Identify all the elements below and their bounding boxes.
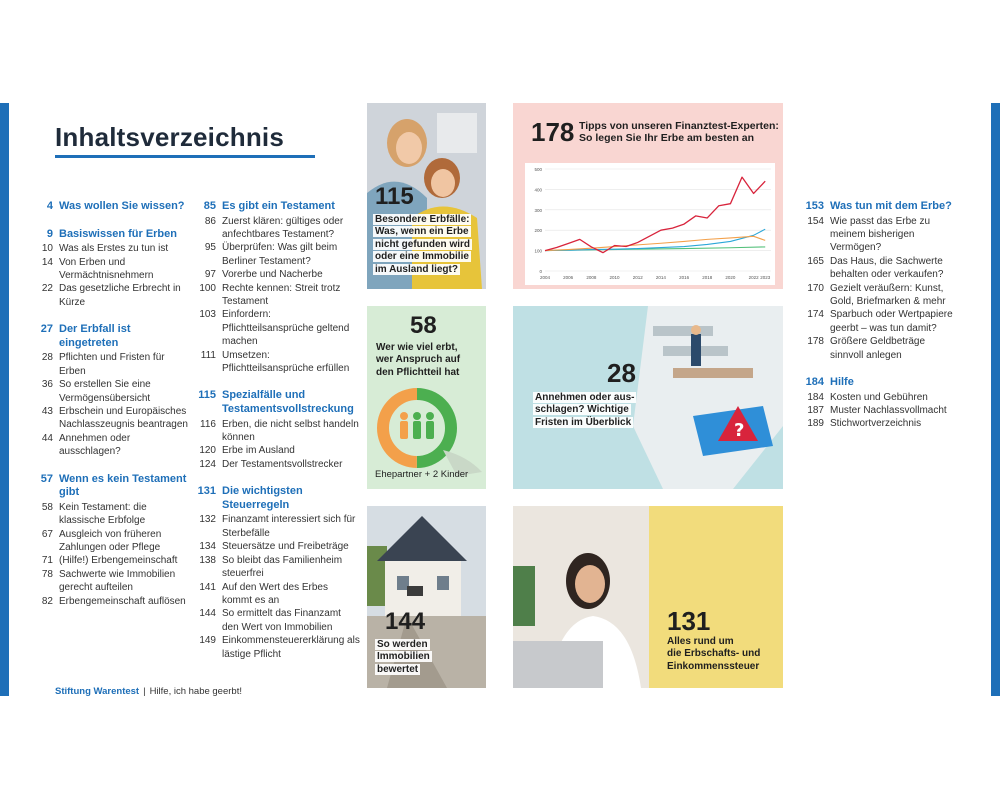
toc-section-heading[interactable] xyxy=(34,473,192,500)
toc-section-page: 57 xyxy=(40,472,53,485)
toc-section-heading[interactable] xyxy=(34,323,192,350)
toc-entry-page: 14 xyxy=(41,256,53,268)
toc-entry[interactable] xyxy=(190,282,360,309)
x-tick-label: 2020 xyxy=(725,275,736,280)
toc-entry-title: Das gesetzliche Erbrecht in Kürze xyxy=(59,283,181,308)
toc-entry-page: 184 xyxy=(807,391,824,403)
tile-144-property-valuation[interactable] xyxy=(367,506,486,688)
caption-line: Wer wie viel erbt, xyxy=(376,342,458,353)
toc-entry[interactable] xyxy=(34,432,192,459)
toc-entry[interactable] xyxy=(190,554,360,581)
toc-section-page: 115 xyxy=(198,389,216,402)
toc-entry-title: Erbe im Ausland xyxy=(222,445,295,457)
toc-entry-title: So bleibt das Familienheim steuerfrei xyxy=(222,554,343,580)
toc-entry[interactable] xyxy=(190,215,360,242)
toc-entry-page: 134 xyxy=(199,541,216,553)
tile-144-number: 144 xyxy=(385,608,426,635)
svg-text:?: ? xyxy=(734,420,745,441)
toc-entry-page: 174 xyxy=(807,309,824,321)
toc-entry-title: Wie passt das Erbe zu meinem bisherigen Vermögen? xyxy=(830,215,931,254)
toc-entry[interactable] xyxy=(34,528,192,555)
toc-entry-title: Annehmen oder ausschlagen? xyxy=(59,432,131,458)
person-icon xyxy=(426,412,434,420)
toc-entry-title: Muster Nachlassvollmacht xyxy=(830,405,947,417)
toc-section-title: Wenn es kein Testament gibt xyxy=(59,472,187,499)
toc-section-page: 153 xyxy=(805,200,824,212)
toc-entry-title: Sachwerte wie Immobilien gerecht aufteilen xyxy=(59,568,176,594)
toc-section-title: Was wollen Sie wissen? xyxy=(59,200,185,212)
tile-58-inheritance-shares[interactable] xyxy=(367,306,486,489)
toc-section xyxy=(190,485,360,661)
toc-entry-page: 22 xyxy=(41,283,53,295)
toc-entry[interactable] xyxy=(800,215,960,255)
caption-line: nicht gefunden wird xyxy=(375,238,470,250)
caption-line: bewertet xyxy=(377,663,419,675)
right-edge-bar xyxy=(991,103,1000,696)
toc-section-heading[interactable] xyxy=(190,485,360,512)
left-edge-bar xyxy=(0,103,9,696)
x-tick-label: 2022 xyxy=(748,275,759,280)
toc-entry-page: 95 xyxy=(204,242,216,254)
toc-section-page: 85 xyxy=(203,200,216,212)
caption-line: Annehmen oder aus- xyxy=(535,392,635,403)
toc-section-page: 9 xyxy=(46,227,53,240)
tile-178-number: 178 xyxy=(531,117,575,147)
page-title: Inhaltsverzeichnis xyxy=(55,122,285,152)
toc-entry-page: 111 xyxy=(200,349,216,361)
toc-section-page: 131 xyxy=(197,485,216,498)
toc-entry-page: 144 xyxy=(199,608,216,620)
toc-section-title: Es gibt ein Testament xyxy=(222,200,335,212)
toc-entry[interactable] xyxy=(190,349,360,376)
person-icon xyxy=(413,421,421,439)
toc-section xyxy=(190,389,360,471)
toc-entry-page: 67 xyxy=(41,528,53,540)
toc-entry[interactable] xyxy=(34,351,192,378)
tile-131-number: 131 xyxy=(667,606,711,636)
toc-entry-title: Auf den Wert des Erbes kommt es an xyxy=(222,581,328,606)
toc-entry-title: Von Erben und Vermächtnisnehmern xyxy=(59,256,154,281)
tile-58-caption xyxy=(376,342,481,379)
toc-entry-title: Erbschein und Europäisches Nachlasszeugnis beantragen xyxy=(59,406,188,431)
toc-entry[interactable] xyxy=(34,282,192,309)
caption-line: So legen Sie Ihr Erbe am besten an xyxy=(579,132,755,145)
toc-entry-page: 141 xyxy=(199,581,216,593)
toc-entry[interactable] xyxy=(34,554,192,567)
person-icon xyxy=(400,412,408,420)
toc-entry-page: 82 xyxy=(41,595,53,607)
toc-section xyxy=(34,228,192,310)
toc-column-1 xyxy=(34,200,192,622)
toc-entry[interactable] xyxy=(800,282,960,309)
person-figure xyxy=(691,334,701,366)
toc-entry[interactable] xyxy=(34,501,192,528)
investment-line-chart xyxy=(525,163,775,285)
toc-entry[interactable] xyxy=(190,634,360,661)
toc-entry-title: Einfordern: Pflichtteilsansprüche geltend machen xyxy=(222,309,350,348)
x-tick-label: 2018 xyxy=(702,275,713,280)
toc-section-heading[interactable] xyxy=(34,228,192,242)
toc-entry[interactable] xyxy=(190,458,360,471)
toc-entry-page: 165 xyxy=(807,255,824,267)
toc-entry-title: Sparbuch oder Wertpapiere geerbt – was tun damit? xyxy=(830,309,953,334)
toc-entry-page: 120 xyxy=(199,445,216,457)
toc-entry-page: 189 xyxy=(807,418,824,430)
toc-entry-title: Zuerst klären: gültiges oder anfechtbares Testament? xyxy=(222,215,344,240)
toc-entry[interactable] xyxy=(800,308,960,335)
y-tick-label: 300 xyxy=(534,207,542,213)
toc-entry-title: Umsetzen: Pflichtteilsansprüche erfüllen xyxy=(222,349,350,375)
toc-entry-title: Rechte kennen: Streit trotz Testament xyxy=(222,282,341,308)
toc-entry-title: Erbengemeinschaft auflösen xyxy=(59,595,186,607)
toc-section xyxy=(34,473,192,608)
tile-28-caption xyxy=(533,392,663,429)
y-tick-label: 0 xyxy=(539,269,542,274)
toc-entry[interactable] xyxy=(800,404,960,417)
toc-entry[interactable] xyxy=(190,418,360,445)
page-footer xyxy=(55,686,242,697)
toc-entry-title: Kein Testament: die klassische Erbfolge xyxy=(59,501,147,527)
toc-entry-title: So ermittelt das Finanzamt den Wert von Immobilien xyxy=(222,608,341,633)
x-tick-label: 2004 xyxy=(539,275,551,280)
toc-entry-title: Finanzamt interessiert sich für Sterbefälle xyxy=(222,514,356,539)
toc-entry[interactable] xyxy=(190,513,360,540)
person-icon xyxy=(426,421,434,439)
toc-entry-title: Was als Erstes zu tun ist xyxy=(59,243,169,255)
toc-section-heading[interactable] xyxy=(190,389,360,416)
toc-entry[interactable] xyxy=(34,378,192,405)
x-tick-label: 2014 xyxy=(655,275,666,280)
tile-58-number: 58 xyxy=(410,312,437,339)
footer-separator: | xyxy=(143,686,146,697)
toc-entry[interactable] xyxy=(190,607,360,634)
toc-entry-page: 71 xyxy=(41,555,53,567)
caption-line: Besondere Erbfälle: xyxy=(375,214,470,225)
toc-column-2 xyxy=(190,200,360,675)
toc-entry-page: 43 xyxy=(41,406,53,418)
toc-entry-page: 149 xyxy=(199,635,216,647)
caption-line: oder eine Immobilie xyxy=(375,251,469,263)
footer-brand: Stiftung Warentest xyxy=(55,686,140,697)
caption-line: die Erbschafts- und xyxy=(667,648,761,660)
caption-line: Immobilien xyxy=(377,651,430,663)
toc-section xyxy=(34,323,192,458)
toc-entry-page: 10 xyxy=(41,243,53,255)
tile-28-accept-or-reject[interactable] xyxy=(513,306,783,489)
caption-line: im Ausland liegt? xyxy=(375,263,458,275)
donut-family-graphic xyxy=(367,386,486,476)
toc-entry[interactable] xyxy=(190,581,360,608)
caption-line: Alles rund um xyxy=(667,636,734,647)
toc-entry-page: 154 xyxy=(807,215,824,227)
caption-line: den Pflichtteil hat xyxy=(376,366,460,378)
chart-background xyxy=(525,163,775,285)
toc-entry-page: 116 xyxy=(200,418,216,430)
toc-entry-page: 28 xyxy=(41,352,53,364)
toc-entry[interactable] xyxy=(34,568,192,595)
tile-115-special-cases[interactable] xyxy=(367,103,486,289)
toc-section xyxy=(800,200,960,362)
toc-entry[interactable] xyxy=(190,268,360,281)
footer-book-title: Hilfe, ich habe geerbt! xyxy=(149,686,242,697)
x-tick-label: 2023 xyxy=(760,275,771,280)
toc-entry-page: 187 xyxy=(807,405,824,417)
toc-entry-page: 178 xyxy=(807,336,824,348)
toc-section-title: Der Erbfall ist eingetreten xyxy=(59,323,131,349)
toc-section-page: 4 xyxy=(46,200,53,212)
y-tick-label: 200 xyxy=(534,228,542,234)
toc-entry[interactable] xyxy=(34,242,192,255)
toc-entry-page: 138 xyxy=(199,554,216,566)
tile-178-caption xyxy=(579,120,779,145)
y-tick-label: 400 xyxy=(534,187,542,193)
tile-28-number: 28 xyxy=(607,358,636,388)
toc-section-heading[interactable] xyxy=(800,200,960,214)
toc-entry-page: 100 xyxy=(199,282,216,294)
toc-entry-page: 36 xyxy=(41,379,53,391)
tile-115-caption xyxy=(373,214,485,276)
toc-section xyxy=(190,200,360,375)
x-tick-label: 2012 xyxy=(632,275,643,280)
tile-115-number: 115 xyxy=(375,183,414,210)
toc-entry-page: 132 xyxy=(199,514,216,526)
toc-section-page: 27 xyxy=(40,323,53,336)
toc-entry-page: 97 xyxy=(204,269,216,281)
caption-line: So werden xyxy=(377,639,428,650)
toc-entry-title: Gezielt veräußern: Kunst, Gold, Briefmarken & mehr xyxy=(830,282,946,308)
toc-entry-title: Vorerbe und Nacherbe xyxy=(222,269,323,281)
toc-section xyxy=(800,376,960,431)
toc-section-heading[interactable] xyxy=(34,200,192,214)
toc-entry-title: Das Haus, die Sachwerte behalten oder verkaufen? xyxy=(830,255,944,281)
toc-entry-page: 78 xyxy=(41,568,53,580)
toc-entry[interactable] xyxy=(800,417,960,430)
photo-woman-laptop xyxy=(513,506,649,688)
caption-line: wer Anspruch auf xyxy=(376,354,461,366)
toc-entry-page: 103 xyxy=(199,309,216,321)
toc-entry-page: 170 xyxy=(807,282,824,294)
toc-entry-title: Größere Geldbeträge sinnvoll anlegen xyxy=(830,336,926,361)
y-tick-label: 100 xyxy=(534,248,542,254)
x-tick-label: 2010 xyxy=(609,275,620,280)
toc-entry[interactable] xyxy=(190,444,360,457)
toc-entry[interactable] xyxy=(34,595,192,608)
toc-entry-title: Überprüfen: Was gilt beim Berliner Testament? xyxy=(222,242,338,267)
title-underline xyxy=(55,155,315,158)
tile-178-investment-tips[interactable] xyxy=(513,103,783,289)
caption-line: Fristen im Überblick xyxy=(535,416,632,428)
person-icon xyxy=(413,412,421,420)
toc-section-title: Die wichtigsten Steuerregeln xyxy=(222,485,303,511)
caption-line: Tipps von unseren Finanztest-Experten: xyxy=(579,120,779,132)
tile-144-caption xyxy=(375,639,475,676)
toc-entry-title: Pflichten und Fristen für Erben xyxy=(59,352,165,377)
toc-entry-page: 44 xyxy=(41,432,53,444)
toc-entry[interactable] xyxy=(800,335,960,362)
x-tick-label: 2006 xyxy=(563,275,574,280)
toc-entry[interactable] xyxy=(190,308,360,348)
toc-section xyxy=(34,200,192,214)
caption-line: Was, wenn ein Erbe xyxy=(375,226,469,238)
toc-section-page: 184 xyxy=(805,376,824,389)
toc-entry[interactable] xyxy=(34,256,192,283)
y-tick-label: 500 xyxy=(534,167,542,172)
toc-entry-title: Kosten und Gebühren xyxy=(830,391,928,403)
toc-section-title: Was tun mit dem Erbe? xyxy=(830,200,952,212)
tile-58-footer: Ehepartner + 2 Kinder xyxy=(375,469,469,480)
toc-entry[interactable] xyxy=(800,255,960,282)
toc-entry-title: Der Testamentsvollstrecker xyxy=(222,458,343,470)
toc-section-title: Spezialfälle und Testamentsvollstreckung xyxy=(222,389,354,416)
toc-entry-title: Ausgleich von früheren Zahlungen oder Pflege xyxy=(59,528,162,554)
toc-entry-page: 86 xyxy=(204,215,216,227)
toc-section-heading[interactable] xyxy=(800,376,960,390)
toc-entry[interactable] xyxy=(800,391,960,404)
toc-entry[interactable] xyxy=(34,405,192,432)
toc-section-heading[interactable] xyxy=(190,200,360,214)
toc-column-3 xyxy=(800,200,960,445)
caption-line: schlagen? Wichtige xyxy=(535,404,629,416)
toc-entry-page: 124 xyxy=(199,458,216,470)
toc-entry-title: Einkommensteuererklärung als lästige Pflicht xyxy=(222,635,360,660)
tile-131-income-tax[interactable] xyxy=(649,506,783,688)
toc-entry-title: Erben, die nicht selbst handeln können xyxy=(222,418,359,444)
toc-entry-title: Stichwortverzeichnis xyxy=(830,418,922,430)
toc-entry-title: (Hilfe!) Erbengemeinschaft xyxy=(59,555,178,567)
x-tick-label: 2016 xyxy=(679,275,690,280)
x-tick-label: 2008 xyxy=(586,275,597,280)
tile-131-photo xyxy=(513,506,649,688)
toc-entry[interactable] xyxy=(190,241,360,268)
tile-131-caption xyxy=(667,636,779,673)
toc-section-title: Hilfe xyxy=(830,376,854,389)
caption-line: Einkommenssteuer xyxy=(667,660,760,672)
toc-entry[interactable] xyxy=(190,540,360,553)
toc-entry-title: Steuersätze und Freibeträge xyxy=(222,541,349,553)
person-icon xyxy=(400,421,408,439)
toc-entry-page: 58 xyxy=(41,501,53,513)
toc-section-title: Basiswissen für Erben xyxy=(59,227,177,240)
toc-entry-title: So erstellen Sie eine Vermögensübersicht xyxy=(59,379,151,404)
